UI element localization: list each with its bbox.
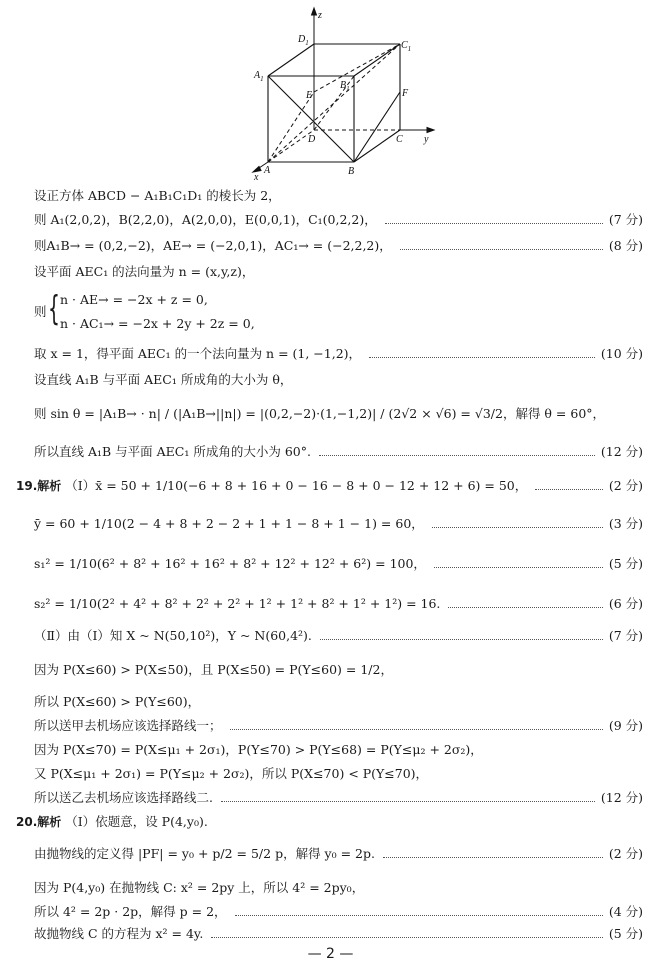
- page-number: — 2 —: [307, 946, 354, 962]
- score-mark: (5 分): [608, 556, 643, 571]
- solution-line: 则A₁B→ = (0,2,−2)，AE→ = (−2,0,1)，AC₁→ = (−2,2,2)， (8 分): [34, 238, 643, 253]
- score-mark: (3 分): [608, 516, 643, 531]
- cube-figure: [248, 6, 438, 182]
- solution-line: （Ⅱ）由（Ⅰ）知 X ~ N(50,10²)，Y ~ N(60,4²). (7 分): [34, 628, 643, 643]
- score-mark: (6 分): [608, 596, 643, 611]
- solution-line: s₁² = 1/10(6² + 8² + 16² + 16² + 8² + 12² + 12² + 6²) = 100， (5 分): [34, 556, 643, 571]
- point-F-label: F: [402, 88, 409, 99]
- point-B-label: B: [348, 166, 355, 177]
- solution-line: 所以 P(X≤60) > P(Y≤60)，: [34, 694, 201, 709]
- score-mark: (12 分): [600, 444, 643, 459]
- score-mark: (2 分): [608, 846, 643, 861]
- axis-x-label: x: [254, 172, 259, 182]
- solution-line: ȳ = 60 + 1/10(2 − 4 + 8 + 2 − 2 + 1 + 1 − 8 + 1 − 1) = 60， (3 分): [34, 516, 643, 531]
- point-D-label: D: [308, 134, 316, 145]
- point-E-label: E: [306, 90, 313, 101]
- solution-line: 则 sin θ = |A₁B→ · n| / (|A₁B→||n|) = |(0,2,−2)·(1,−1,2)| / (2√2 × √6) = √3/2，解得 θ = 60°，: [34, 406, 606, 421]
- solution-line: 又 P(X≤μ₁ + 2σ₁) = P(Y≤μ₂ + 2σ₂)，所以 P(X≤70) < P(Y≤70)，: [34, 766, 429, 781]
- score-mark: (8 分): [608, 238, 643, 253]
- score-mark: (10 分): [600, 346, 643, 361]
- point-C-label: C: [396, 134, 403, 145]
- question-20-line: 20.解析 （Ⅰ）依题意，设 P(4,y₀).: [16, 814, 208, 829]
- solution-line: 因为 P(4,y₀) 在抛物线 C: x² = 2py 上，所以 4² = 2py₀，: [34, 880, 365, 895]
- solution-line: 所以 4² = 2p · 2p，解得 p = 2， (4 分): [34, 904, 643, 919]
- solution-line: 因为 P(X≤60) > P(X≤50)，且 P(X≤50) = P(Y≤60) = 1/2，: [34, 662, 393, 677]
- system-eq-1: n · AE→ = −2x + z = 0,: [60, 292, 208, 307]
- question-number: 20.: [16, 815, 38, 829]
- point-A1-label: $A_1$: [254, 70, 264, 83]
- score-mark: (2 分): [608, 478, 643, 493]
- solution-line: 设平面 AEC₁ 的法向量为 n = (x,y,z)，: [34, 264, 255, 279]
- score-mark: (4 分): [608, 904, 643, 919]
- system-eq-2: n · AC₁→ = −2x + 2y + 2z = 0,: [60, 316, 255, 331]
- point-C1-label: $C_1$: [401, 40, 412, 53]
- solution-line: 因为 P(X≤70) = P(X≤μ₁ + 2σ₁)，P(Y≤70) > P(Y≤68) = P(Y≤μ₂ + 2σ₂)，: [34, 742, 483, 757]
- question-19-line: 19.解析 （Ⅰ）x̄ = 50 + 1/10(−6 + 8 + 16 + 0 − 16 − 8 + 0 − 12 + 12 + 6) = 50， (2 分): [16, 478, 643, 493]
- score-mark: (9 分): [608, 718, 643, 733]
- solution-line: 所以直线 A₁B 与平面 AEC₁ 所成角的大小为 60°. (12 分): [34, 444, 643, 459]
- solution-line: 则 A₁(2,0,2)，B(2,2,0)，A(2,0,0)，E(0,0,1)，C₁(0,2,2)， (7 分): [34, 212, 643, 227]
- score-mark: (7 分): [608, 212, 643, 227]
- solution-line: 故抛物线 C 的方程为 x² = 4y. (5 分): [34, 926, 643, 941]
- solution-line: 由抛物线的定义得 |PF| = y₀ + p/2 = 5/2 p，解得 y₀ = 2p. (2 分): [34, 846, 643, 861]
- analysis-label: 解析: [37, 479, 62, 493]
- question-number: 19.: [16, 479, 38, 493]
- solution-line: 设直线 A₁B 与平面 AEC₁ 所成角的大小为 θ，: [34, 372, 293, 387]
- score-mark: (12 分): [600, 790, 643, 805]
- cube-diagram: [248, 6, 438, 182]
- axis-z-label: z: [318, 10, 322, 21]
- score-mark: (7 分): [608, 628, 643, 643]
- analysis-label: 解析: [37, 815, 62, 829]
- solution-line: s₂² = 1/10(2² + 4² + 8² + 2² + 2² + 1² + 1² + 8² + 1² + 1²) = 16. (6 分): [34, 596, 643, 611]
- solution-line: 所以送乙去机场应该选择路线二. (12 分): [34, 790, 643, 805]
- solution-line: 取 x = 1，得平面 AEC₁ 的一个法向量为 n = (1, −1,2)， (10 分): [34, 346, 643, 361]
- solution-line: 设正方体 ABCD − A₁B₁C₁D₁ 的棱长为 2，: [34, 188, 281, 203]
- point-B1-label: $B_1$: [340, 80, 350, 93]
- solution-line: 所以送甲去机场应该选择路线一； (9 分): [34, 718, 643, 733]
- point-A-label: A: [264, 165, 271, 176]
- axis-y-label: y: [424, 134, 429, 145]
- point-D1-label: $D_1$: [298, 34, 309, 47]
- score-mark: (5 分): [608, 926, 643, 941]
